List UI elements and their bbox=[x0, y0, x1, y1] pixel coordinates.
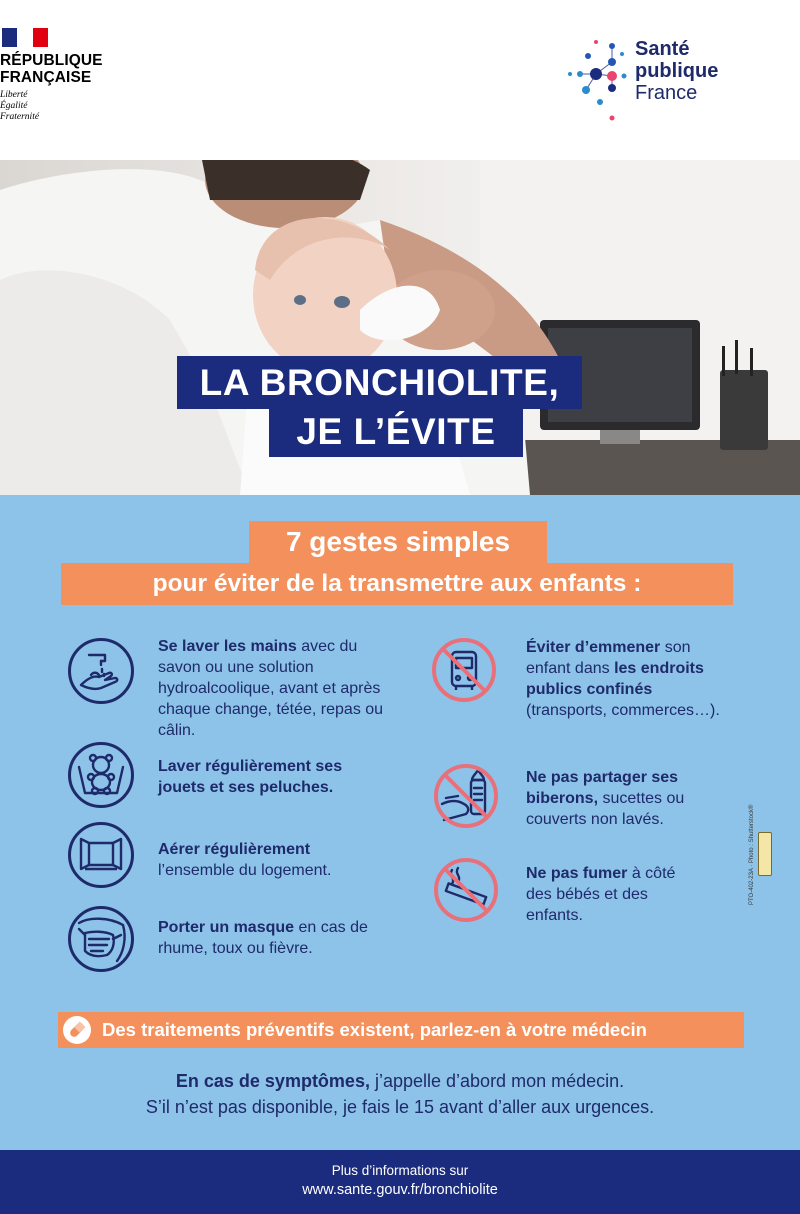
gesture-1-rest: avec du savon ou une solution hydroalcoolique, avant et après chaque change, tétée, repas ou câlin. bbox=[158, 638, 384, 739]
preventive-treatment-banner bbox=[58, 1012, 744, 1048]
gesture-public-places-text bbox=[526, 637, 726, 721]
footer bbox=[0, 1150, 800, 1214]
gesture-7-rest: à côté des bébés et des enfants. bbox=[526, 865, 676, 924]
gesture-1-bold: Se laver les mains bbox=[158, 638, 297, 655]
gesture-6-rest: sucettes ou couverts non lavés. bbox=[526, 790, 685, 828]
brand-line-3: France bbox=[635, 82, 698, 104]
sante-publique-france-logo bbox=[566, 32, 746, 127]
no-public-transport-icon bbox=[430, 636, 498, 704]
poster-header bbox=[0, 0, 800, 160]
subtitle-line-1: 7 gestes simples bbox=[249, 521, 547, 563]
molecule-logo-icon bbox=[566, 32, 632, 127]
gesture-5-bold: Éviter d’emmener bbox=[526, 639, 661, 656]
gesture-2-bold: Laver régulièrement ses jouets et ses peluches. bbox=[158, 758, 343, 796]
gesture-3-rest: l’ensemble du logement. bbox=[158, 862, 332, 879]
gesture-6-bold: Ne pas partager ses biberons, bbox=[526, 769, 679, 807]
teddy-bear-icon bbox=[68, 742, 134, 808]
symptoms-bold: En cas de symptômes, bbox=[175, 1071, 370, 1091]
capsule-icon bbox=[63, 1016, 91, 1044]
gesture-toys-text bbox=[158, 756, 378, 798]
republic-line-2: FRANÇAISE bbox=[0, 69, 92, 86]
no-baby-bottle-icon bbox=[432, 762, 500, 830]
gesture-ventilate-text bbox=[158, 839, 378, 881]
gesture-5-bold-2: les endroits publics confinés bbox=[526, 660, 704, 698]
brand-line-1: Santé bbox=[635, 38, 690, 60]
republic-line-1: RÉPUBLIQUE bbox=[0, 52, 103, 69]
gesture-5-rest: (transports, commerces…). bbox=[526, 702, 720, 719]
footer-url-link[interactable]: www.sante.gouv.fr/bronchiolite bbox=[302, 1182, 498, 1198]
subtitle-line-2: pour éviter de la transmettre aux enfants : bbox=[61, 563, 733, 605]
footer-info-line: Plus d’informations sur bbox=[331, 1163, 469, 1178]
gesture-no-smoking-text bbox=[526, 863, 686, 926]
republique-francaise-logo bbox=[0, 28, 103, 123]
marianne-flag-icon bbox=[2, 28, 48, 47]
no-smoking-icon bbox=[432, 856, 500, 924]
preventive-treatment-text: Des traitements préventifs existent, parlez-en à votre médecin bbox=[102, 1019, 647, 1040]
gesture-hand-washing-text bbox=[158, 636, 386, 741]
gesture-bottles-text bbox=[526, 767, 726, 830]
recycling-badge-icon bbox=[758, 832, 772, 876]
motto-fraternite: Fraternité bbox=[0, 112, 40, 122]
window-icon bbox=[68, 822, 134, 888]
gesture-4-rest: en cas de rhume, toux ou fièvre. bbox=[158, 919, 368, 957]
headline-line-2: JE L’ÉVITE bbox=[269, 407, 523, 457]
brand-line-2: publique bbox=[635, 60, 719, 82]
symptoms-line-1: j’appelle d’abord mon médecin. bbox=[369, 1071, 625, 1091]
gesture-7-bold: Ne pas fumer bbox=[526, 865, 628, 882]
motto-liberte: Liberté bbox=[0, 90, 28, 100]
face-mask-icon bbox=[68, 906, 134, 972]
headline-line-1: LA BRONCHIOLITE, bbox=[177, 356, 582, 409]
gesture-4-bold: Porter un masque bbox=[158, 919, 295, 936]
gesture-5-mid: son enfant dans bbox=[526, 639, 691, 677]
hand-washing-icon bbox=[68, 638, 134, 704]
symptoms-message bbox=[0, 1068, 800, 1120]
print-reference: PTO-402-23A · Photo : Shutterstock® bbox=[749, 804, 755, 905]
motto-egalite: Égalité bbox=[0, 101, 28, 111]
symptoms-line-2: S’il n’est pas disponible, je fais le 15 avant d’aller aux urgences. bbox=[145, 1097, 655, 1117]
gesture-mask-text bbox=[158, 917, 383, 959]
gesture-3-bold: Aérer régulièrement bbox=[158, 841, 311, 858]
